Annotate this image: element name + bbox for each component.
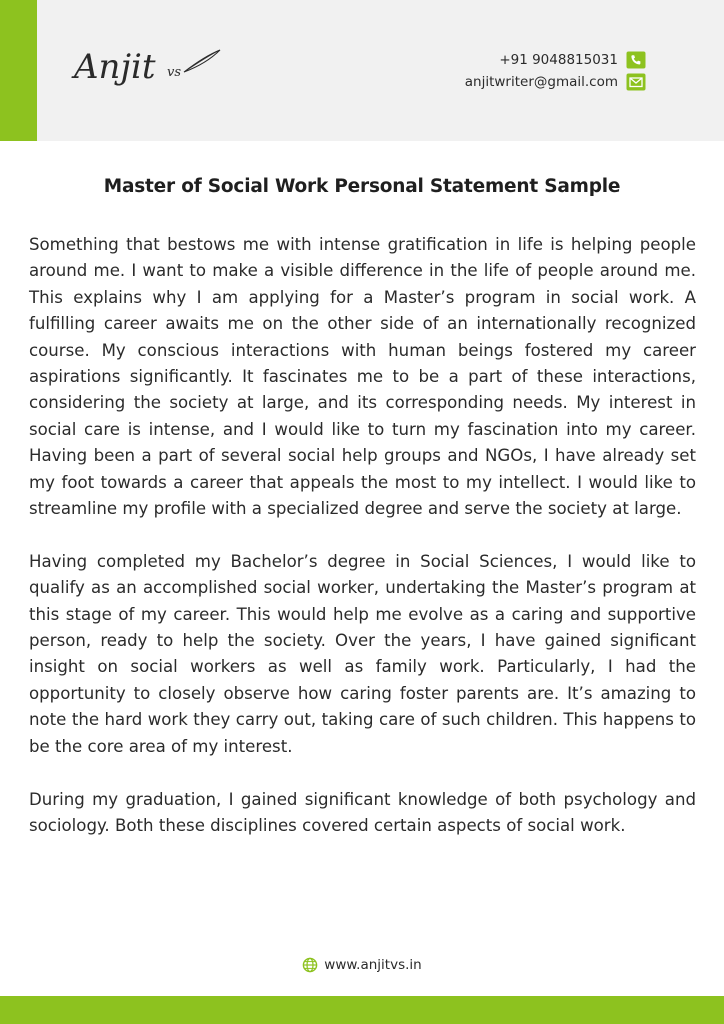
email-address: anjitwriter@gmail.com [464,74,618,90]
logo-main-text: Anjit [74,47,156,87]
footer-accent-bar [0,996,724,1024]
signature-logo-graphic [72,40,222,100]
body-paragraph-3: During my graduation, I gained significant knowledge of both psychology and sociology. Both these disciplines covered certain aspects of social work. [29,789,696,835]
document-title: Master of Social Work Personal Statement Sample [103,176,621,197]
footer-website [0,957,724,973]
header-accent-bar [0,0,37,141]
phone-icon [626,51,646,69]
page-header [0,0,724,141]
website-link[interactable]: www.anjitvs.in [324,957,422,973]
phone-number: +91 9048815031 [499,52,618,68]
contact-email-row [465,71,646,93]
signature-logo [72,40,222,100]
body-paragraph-1: Something that bestows me with intense gratification in life is helping people around me. I want to make a visible difference in the life of people around me. This explains why I am applying for a Master’s program in social work. A fulfilling career awaits me on the other side of an internationally recognized course. My conscious interactions with human beings fostered my career aspirations significantly. It fascinates me to be a part of these interactions, considering the society at large, and its corresponding needs. My interest in social care is intense, and I would like to turn my fascination into my career. Having been a part of several social help groups and NGOs, I have already set my foot towards a career that appeals the most to my intellect. I would like to streamline my profile with a specialized degree and serve the society at large. [29,235,696,519]
logo-sub-text: vs [167,65,182,80]
feather-quill-stroke [184,51,218,72]
mail-icon [626,73,646,91]
globe-icon [302,957,318,973]
contact-phone-row [465,49,646,71]
body-paragraph-2: Having completed my Bachelor’s degree in Social Sciences, I would like to qualify as an accomplished social worker, undertaking the Master’s program at this stage of my career. This would help me evolve as a caring and supportive person, ready to help the society. Over the years, I have gained significant insight on social workers as well as family work. Particularly, I had the opportunity to closely observe how caring foster parents are. It’s amazing to note the hard work they carry out, taking care of such children. This happens to be the core area of my interest. [29,551,696,756]
contact-info [465,49,646,93]
document-body [29,232,696,866]
